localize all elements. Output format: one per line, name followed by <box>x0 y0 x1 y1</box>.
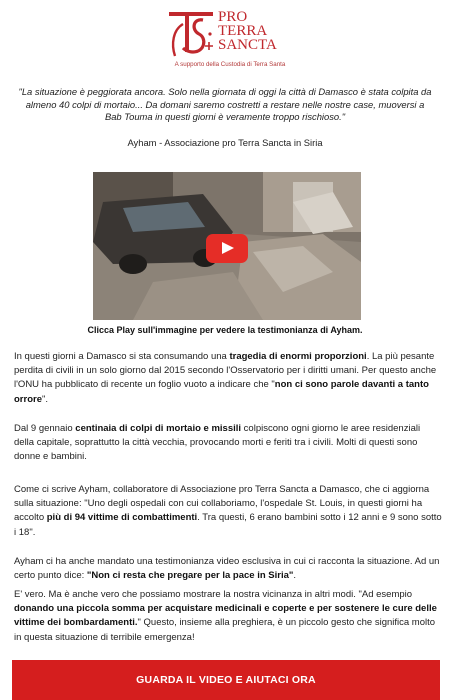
logo-line-1: PRO <box>218 9 248 25</box>
video-thumbnail[interactable] <box>93 172 361 320</box>
paragraph-mortars <box>14 422 442 465</box>
text: . La più pesante perdita di civili in un solo giorno dal 2015 secondo l'Osservatorio per i diritti umani. Per questo anche l'ONU ha pubblicato di recente un foglio vuoto a indicare che " <box>14 351 437 391</box>
paragraph-hospital <box>14 483 442 540</box>
text: E' vero. Ma è anche vero che possiamo mostrare la nostra vicinanza in altri modi. "Ad esempio <box>14 589 413 600</box>
emphasis: più di 94 vittime di combattimenti <box>46 512 198 524</box>
logo-wordmark <box>218 10 277 52</box>
jerusalem-cross-logo-icon <box>165 8 217 62</box>
text: Ayham ci ha anche mandato una testimonianza video esclusiva in cui ci racconta la situazione. Ad un certo punto dice: <box>14 556 440 582</box>
text: Come ci scrive Ayham, collaboratore di Associazione pro Terra Sancta a Damasco, che ci aggiorna sulla situazione: "Uno degli ospedali con cui collaboriamo, l'ospedale St. Louis, in questi giorni ha accolto <box>14 484 430 524</box>
text: . Tra questi, 6 erano bambini sotto i 12 anni e 9 sono sotto i 18". <box>14 512 442 538</box>
pro-terra-sancta-logo[interactable] <box>150 6 310 72</box>
paragraph-video-testimony <box>14 555 442 583</box>
text: " Questo, insieme alla preghiera, è un piccolo gesto che significa molto in questa situazione di terribile emergenza! <box>14 617 436 643</box>
logo-line-2: TERRA <box>218 23 268 39</box>
text: colpiscono ogni giorno le aree residenziali della capitale, soprattutto la città vecchia, provocando morti e feriti tra i civili. Molti di questi sono donne e bambini. <box>14 423 421 463</box>
emphasis: donando una piccola somma per acquistare medicinali e coperte e per sostenere le cure delle vittime dei bombardamenti. <box>14 603 437 629</box>
emphasis: centinaia di colpi di mortaio e missili <box>75 423 242 434</box>
logo-tagline: A supporto della Custodia di Terra Santa <box>174 61 286 68</box>
play-button[interactable] <box>206 234 248 263</box>
text: In questi giorni a Damasco si sta consumando una <box>14 351 230 362</box>
paragraph-appeal <box>14 588 442 645</box>
quote-author: Ayham - Associazione pro Terra Sancta in Siria <box>127 137 323 148</box>
video-caption: Clicca Play sull'immagine per vedere la testimonianza di Ayham. <box>87 325 363 335</box>
emphasis: "Non ci resta che pregare per la pace in Siria" <box>86 570 294 582</box>
emphasis: non ci sono parole davanti a tanto orrore <box>14 379 429 405</box>
text: Dal 9 gennaio <box>14 423 76 434</box>
logo-line-3: SANCTA <box>218 37 277 53</box>
testimony-quote: "La situazione è peggiorata ancora. Solo nella giornata di oggi la città di Damasco è stata colpita da almeno 40 colpi di mortaio... Da domani saremo costretti a restare nelle nostre case, muoversi a Bab Touma in questi giorni è veramente troppo rischioso." <box>18 86 432 123</box>
watch-video-help-button[interactable]: GUARDA IL VIDEO E AIUTACI ORA <box>12 660 440 700</box>
text: . <box>293 570 297 582</box>
emphasis: tragedia di enormi proporzioni <box>229 351 367 362</box>
text: ". <box>41 393 48 405</box>
paragraph-tragedy <box>14 350 442 407</box>
